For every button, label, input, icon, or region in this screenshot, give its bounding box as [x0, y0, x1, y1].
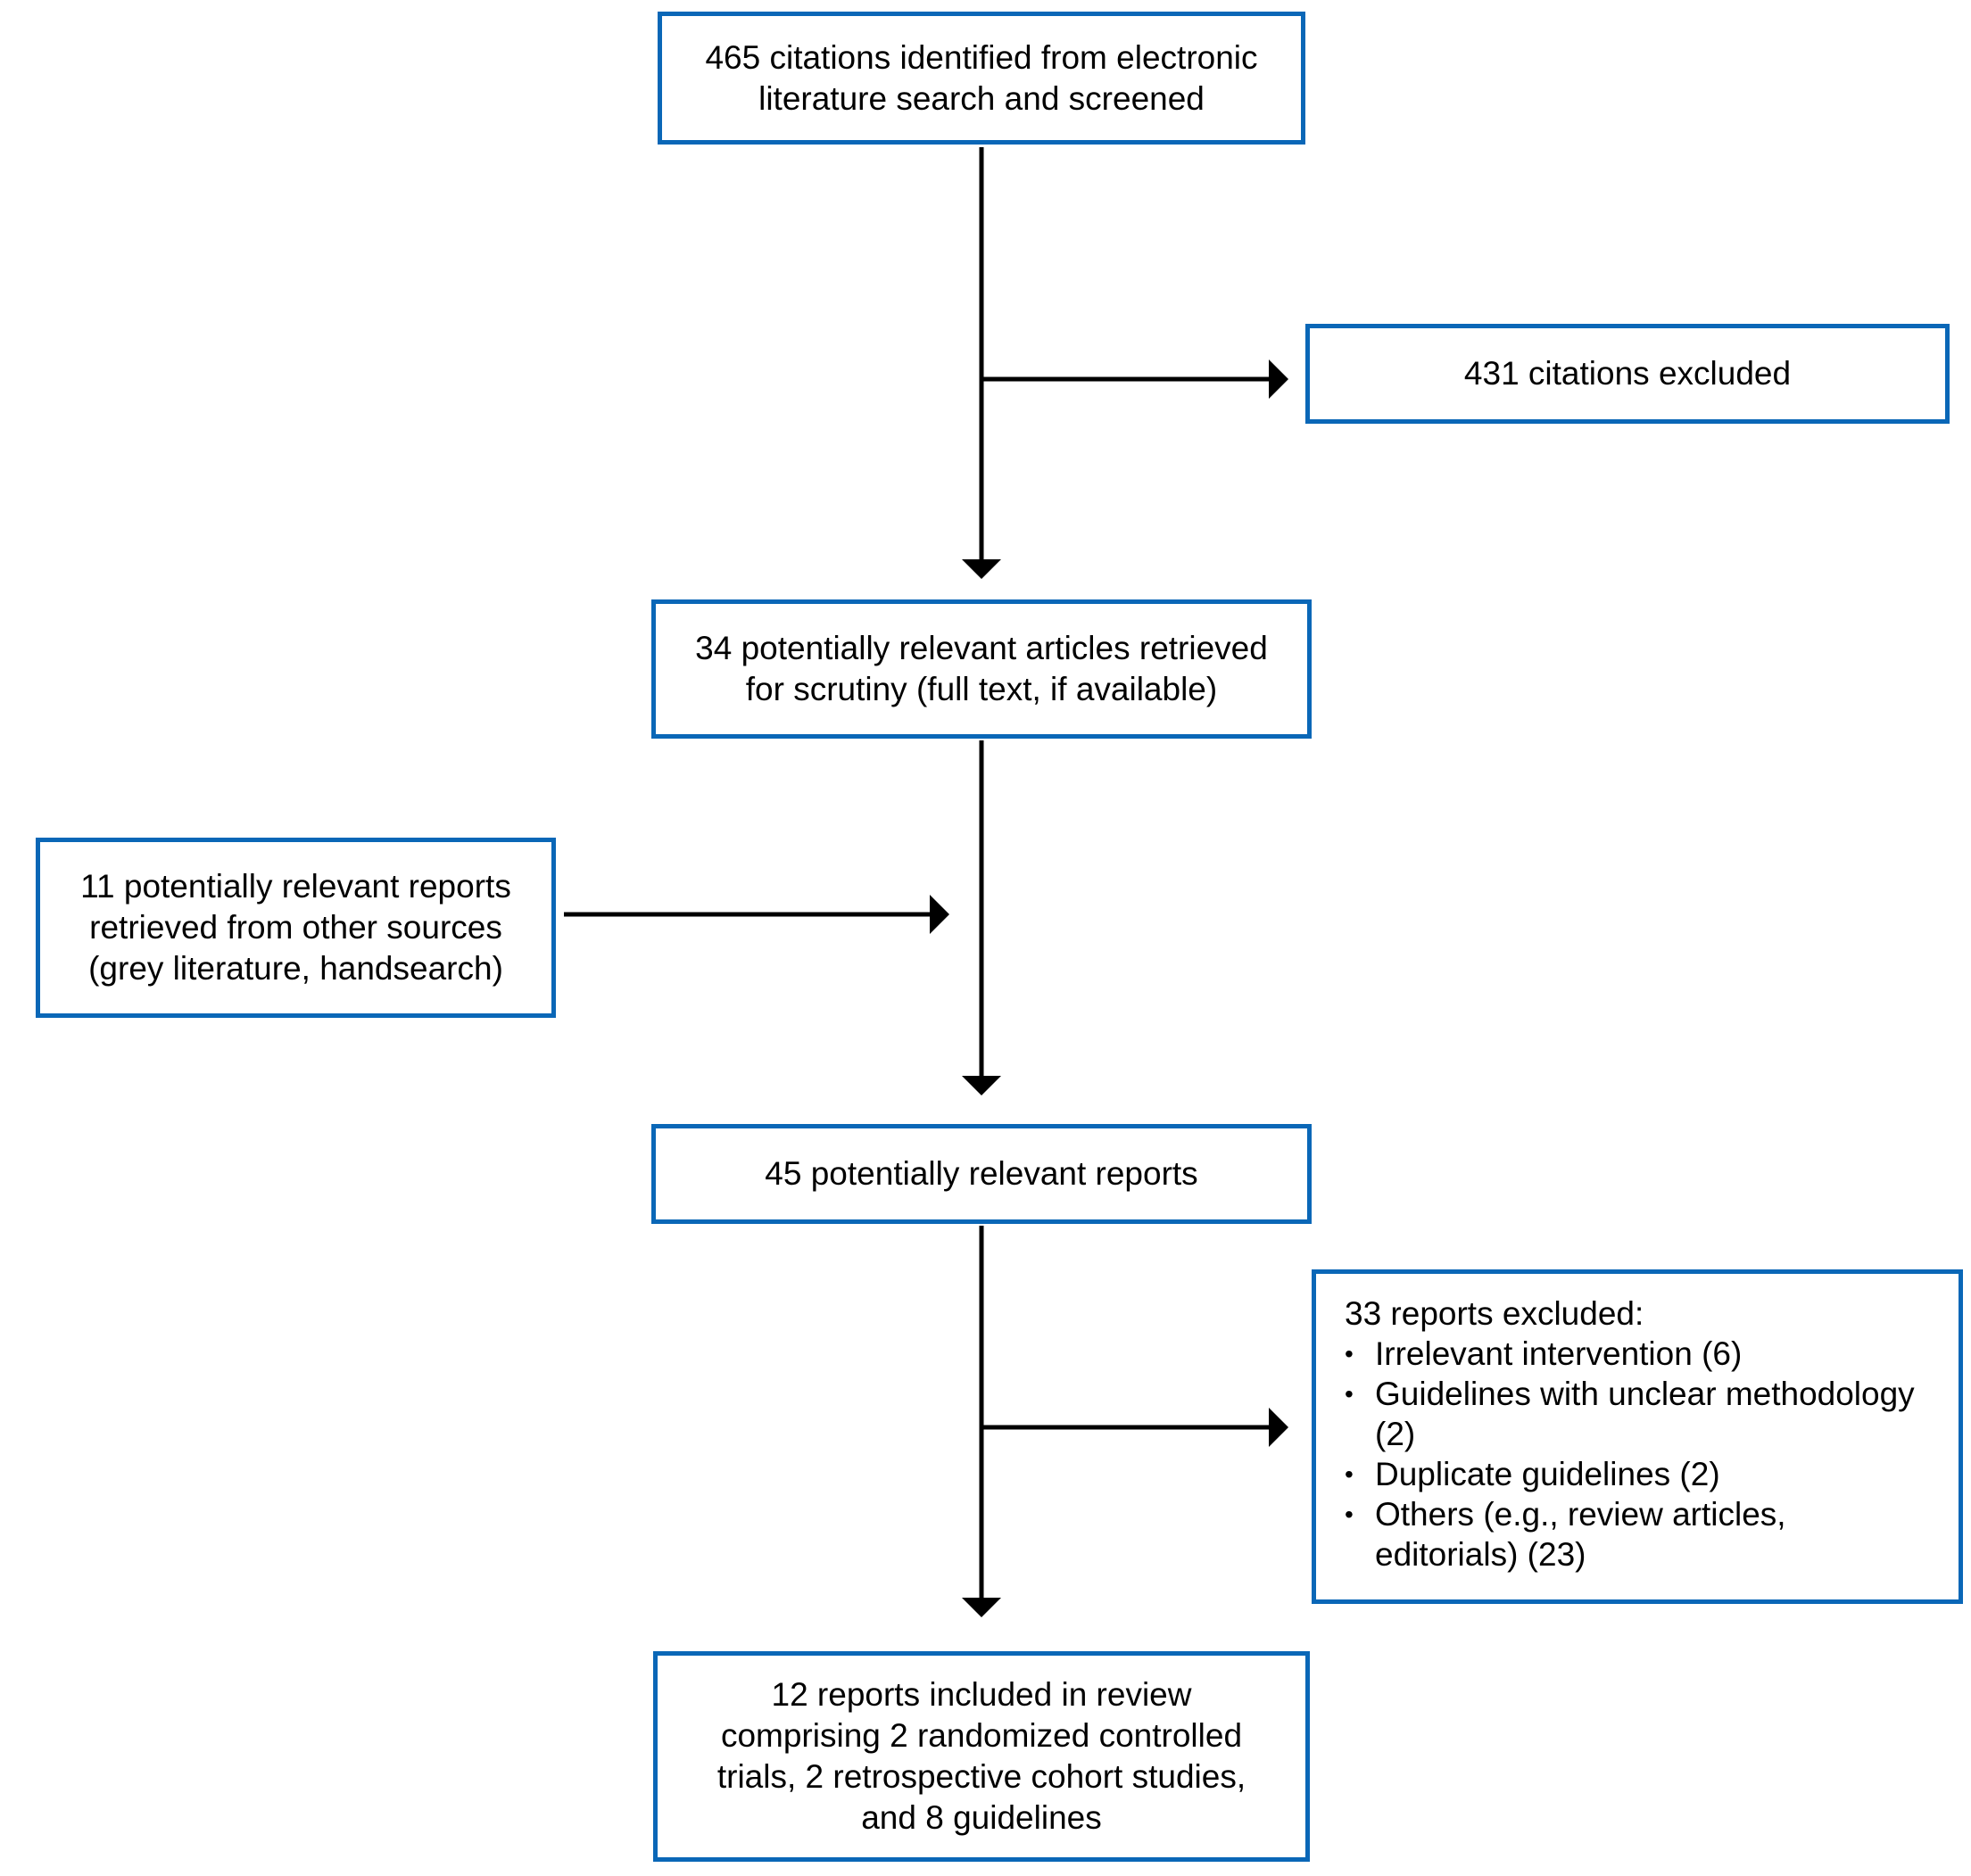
- text-line: 11 potentially relevant reports: [80, 868, 511, 905]
- box-articles-retrieved: [651, 599, 1312, 739]
- text-line: 465 citations identified from electronic: [705, 38, 1258, 76]
- box-reports-excluded: [1312, 1269, 1963, 1604]
- exclusion-list-item: [1345, 1494, 1946, 1574]
- bullet-icon: •: [1345, 1500, 1354, 1528]
- text-line: for scrutiny (full text, if available): [745, 671, 1218, 707]
- exclusion-item-text: Duplicate guidelines (2): [1375, 1456, 1720, 1492]
- arrow-other-sources-to-relevant: [564, 895, 949, 934]
- text-line: retrieved from other sources: [89, 909, 502, 946]
- exclusion-list-item: [1345, 1374, 1946, 1454]
- text-line: trials, 2 retrospective cohort studies,: [716, 1758, 1246, 1795]
- box-relevant-reports-text: 45 potentially relevant reports: [765, 1155, 1198, 1192]
- box-citations-identified-text: [705, 37, 1257, 120]
- box-citations-excluded: [1305, 324, 1950, 424]
- exclusion-list-item: [1345, 1334, 1946, 1374]
- arrow-relevant-to-included: [962, 1226, 1001, 1617]
- text-line: 34 potentially relevant articles retrieved: [695, 630, 1268, 666]
- text-line: comprising 2 randomized controlled: [720, 1717, 1243, 1754]
- box-relevant-reports: [651, 1124, 1312, 1224]
- exclusion-list-item: [1345, 1454, 1946, 1494]
- box-citations-excluded-text: 431 citations excluded: [1463, 355, 1792, 392]
- exclusion-item-text: Irrelevant intervention (6): [1375, 1335, 1743, 1372]
- exclusion-item-text: Others (e.g., review articles, editorials) (23): [1375, 1496, 1786, 1573]
- exclusion-list-title: 33 reports excluded:: [1345, 1295, 1644, 1332]
- arrow-branch-reports-excluded: [981, 1408, 1288, 1447]
- bullet-icon: •: [1345, 1340, 1354, 1368]
- bullet-icon: •: [1345, 1460, 1354, 1488]
- box-other-sources-text: [80, 866, 511, 989]
- text-line: (grey literature, handsearch): [88, 950, 503, 987]
- exclusion-item-text: Guidelines with unclear methodology (2): [1375, 1376, 1915, 1452]
- box-reports-excluded-text: [1345, 1293, 1946, 1574]
- box-reports-included: [653, 1651, 1310, 1862]
- arrow-identified-to-retrieved: [962, 147, 1001, 579]
- text-line: literature search and screened: [758, 79, 1205, 117]
- text-line: 12 reports included in review: [771, 1676, 1192, 1713]
- text-line: and 8 guidelines: [861, 1799, 1102, 1836]
- box-articles-retrieved-text: [695, 628, 1268, 710]
- bullet-icon: •: [1345, 1380, 1354, 1408]
- box-other-sources: [36, 838, 556, 1018]
- box-reports-included-text: [717, 1674, 1246, 1839]
- arrow-retrieved-to-relevant: [962, 740, 1001, 1095]
- box-citations-identified: [658, 12, 1305, 145]
- arrow-branch-citations-excluded: [981, 359, 1288, 399]
